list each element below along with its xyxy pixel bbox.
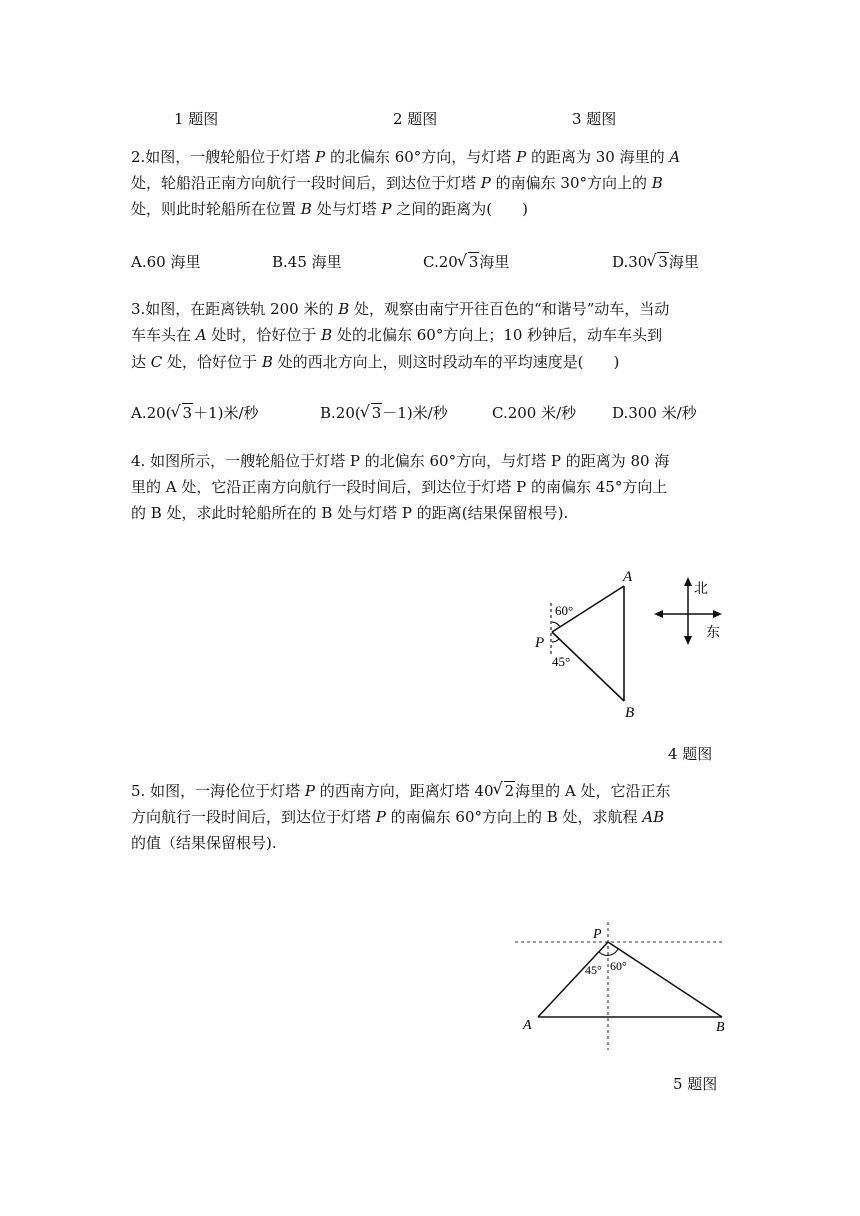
angle-label-45: 45° [585,963,602,977]
q2-line-3: 处，则此时轮船所在位置 B 处与灯塔 P 之间的距离为( ) [131,200,528,218]
sqrt-symbol: √ 3 [173,404,194,422]
q2-line-1: 2.如图，一艘轮船位于灯塔 P 的北偏东 60°方向，与灯塔 P 的距离为 30 海里的 A [131,148,681,166]
label-a: A [623,569,633,585]
label-p: P [535,635,545,651]
compass-east-label: 东 [706,626,720,641]
q2-option-d: D.30√ 3海里 [612,251,699,272]
segment-pb [608,942,722,1017]
q3-line-1: 3.如图，在距离铁轨 200 米的 B 处，观察由南宁开往百色的“和谐号”动车，当动 [131,300,670,318]
sqrt-symbol: √ 3 [648,253,669,271]
q3-option-c: C.200 米/秒 [492,404,577,422]
q4-figure [525,565,740,725]
q5-line-2: 方向航行一段时间后，到达位于灯塔 P 的南偏东 60°方向上的 B 处，求航程 AB [131,808,665,826]
q4-line-1: 4. 如图所示，一艘轮船位于灯塔 P 的北偏东 60°方向，与灯塔 P 的距离为 80 海 [131,452,670,470]
q3-line-2: 车车头在 A 处时，恰好位于 B 处的北偏东 60°方向上；10 秒钟后，动车车头到 [131,326,663,344]
q2-option-a: A.60 海里 [131,253,201,271]
angle-label-45: 45° [552,654,571,669]
q3-line-3: 达 C 处，恰好位于 B 处的西北方向上，则这时段动车的平均速度是( ) [131,353,620,371]
caption-figure-4: 4 题图 [668,745,713,763]
sqrt-symbol: √ 2 [495,780,516,802]
compass-west-arrow-icon [654,610,663,618]
caption-figure-2: 2 题图 [393,110,438,128]
caption-figure-5: 5 题图 [673,1075,718,1093]
angle-label-60: 60° [610,959,627,973]
q2-option-c: C.20√ 3海里 [423,251,509,272]
q2-option-b: B.45 海里 [272,253,342,271]
angle-arc-60 [552,622,560,627]
compass-north-label: 北 [694,582,708,597]
q5-figure [505,920,740,1055]
q4-line-3: 的 B 处，求此时轮船所在的 B 处与灯塔 P 的距离(结果保留根号). [131,504,569,522]
angle-label-60: 60° [555,603,574,618]
angle-arc-45 [552,639,559,642]
label-a: A [523,1018,532,1033]
q3-option-b: B.20(√ 3－1)米/秒 [320,402,448,423]
q2-line-2: 处，轮船沿正南方向航行一段时间后，到达位于灯塔 P 的南偏东 30°方向上的 B [131,174,663,192]
segment-pa [538,942,608,1017]
label-b: B [625,705,635,721]
sqrt-symbol: √ 3 [362,404,383,422]
compass-south-arrow-icon [684,636,692,645]
compass-north-arrow-icon [684,577,692,586]
compass-east-arrow-icon [713,610,722,618]
caption-figure-3: 3 题图 [572,110,617,128]
q5-line-3: 的值（结果保留根号). [131,834,277,852]
q3-option-a: A.20(√ 3＋1)米/秒 [131,402,259,423]
label-p: P [593,927,602,942]
sqrt-symbol: √ 3 [459,253,480,271]
q3-option-d: D.300 米/秒 [612,404,697,422]
q4-line-2: 里的 A 处，它沿正南方向航行一段时间后，到达位于灯塔 P 的南偏东 45°方向上 [131,478,668,496]
caption-figure-1: 1 题图 [174,110,219,128]
q5-line-1: 5. 如图，一海伦位于灯塔 P 的西南方向，距离灯塔 40√ 2海里的 A 处，它沿正东 [131,780,671,802]
label-b: B [716,1020,725,1035]
